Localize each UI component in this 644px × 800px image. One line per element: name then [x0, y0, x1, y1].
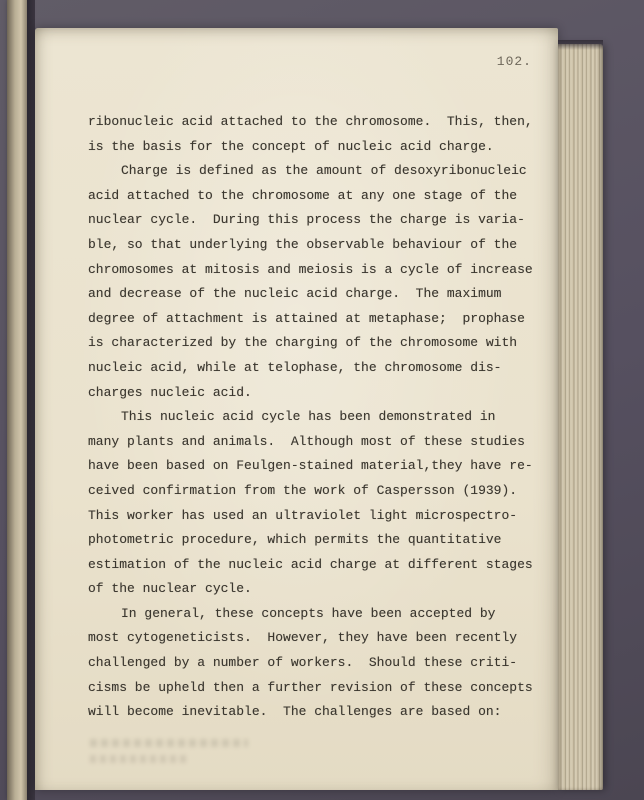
text-line: nucleic acid, while at telophase, the chromosome dis- [88, 359, 502, 375]
text-line: is the basis for the concept of nucleic acid charge. [88, 138, 494, 154]
text-line: This nucleic acid cycle has been demonstrated in [121, 409, 496, 425]
text-line: photometric procedure, which permits the quantitative [88, 532, 502, 548]
text-line: ribonucleic acid attached to the chromosome. This, then, [88, 114, 533, 129]
text-line: ceived confirmation from the work of Caspersson (1939). [88, 482, 518, 498]
binding-shadow-gap [27, 0, 35, 800]
text-line: is characterized by the charging of the chromosome with [88, 335, 518, 351]
text-line: In general, these concepts have been accepted by [121, 605, 496, 621]
text-line: This worker has used an ultraviolet light microspectro- [88, 507, 518, 523]
book-binding-edge [7, 0, 27, 800]
text-line: cisms be upheld then a further revision of these concepts [88, 679, 533, 695]
text-line: estimation of the nucleic acid charge at different stages [88, 556, 533, 572]
text-line: Charge is defined as the amount of desoxyribonucleic [121, 163, 527, 179]
text-line: ble, so that underlying the observable behaviour of the [88, 236, 518, 252]
bleed-through-smudge [88, 736, 298, 770]
text-line: nuclear cycle. During this process the charge is varia- [88, 212, 525, 228]
text-line: acid attached to the chromosome at any one stage of the [88, 187, 518, 203]
text-line: and decrease of the nucleic acid charge. The maximum [88, 286, 502, 302]
text-line: most cytogeneticists. However, they have been recently [88, 630, 518, 646]
text-line: have been based on Feulgen-stained material,they have re- [88, 458, 533, 474]
text-line: chromosomes at mitosis and meiosis is a cycle of increase [88, 261, 533, 277]
document-page [35, 28, 558, 790]
page-number: 102. [496, 54, 532, 69]
text-line: many plants and animals. Although most of these studies [88, 433, 525, 449]
page-stack-edges [558, 44, 603, 790]
typewritten-text [88, 110, 533, 725]
text-line: of the nuclear cycle. [88, 581, 252, 597]
text-line: charges nucleic acid. [88, 384, 252, 400]
text-line: will become inevitable. The challenges are based on: [88, 704, 502, 720]
text-line: challenged by a number of workers. Should these criti- [88, 655, 518, 671]
text-line: degree of attachment is attained at metaphase; prophase [88, 310, 525, 326]
